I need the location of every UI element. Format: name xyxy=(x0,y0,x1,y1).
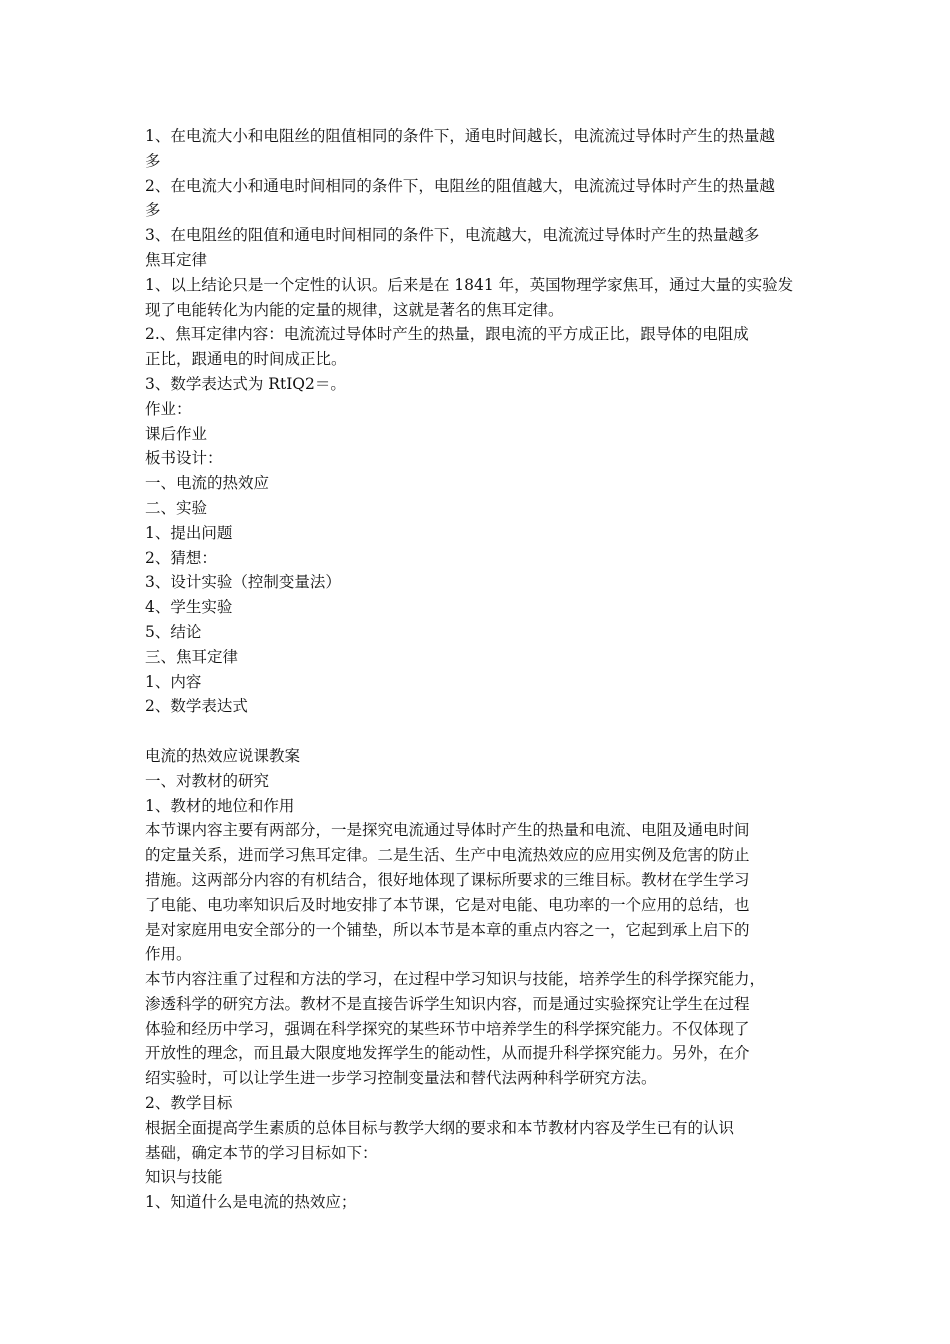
text-line: 2、教学目标 xyxy=(145,1094,233,1113)
text-line xyxy=(145,719,815,744)
text-line: 措施。这两部分内容的有机结合，很好地体现了课标所要求的三维目标。教材在学生学习 xyxy=(145,870,750,889)
text-line: 正比，跟通电的时间成正比。 xyxy=(145,350,347,369)
text-line: 本节课内容主要有两部分，一是探究电流通过导体时产生的热量和电流、电阻及通电时间 xyxy=(145,821,750,840)
text-line: 1、提出问题 xyxy=(145,523,233,542)
text-line: 多 xyxy=(145,151,161,170)
text-line: 多 xyxy=(145,201,161,220)
text-line: 一、对教材的研究 xyxy=(145,771,270,790)
text-line: 4、学生实验 xyxy=(145,598,233,617)
text-line: 板书设计： xyxy=(145,449,223,468)
text-line: 焦耳定律 xyxy=(145,250,208,269)
text-line: 2、在电流大小和通电时间相同的条件下，电阻丝的阻值越大，电流流过导体时产生的热量越 xyxy=(145,176,775,195)
text-line: 3、设计实验（控制变量法） xyxy=(145,573,341,592)
text-line: 1、以上结论只是一个定性的认识。后来是在 1841 年，英国物理学家焦耳，通过大量的实验发 xyxy=(145,275,794,294)
text-line: 3、在电阻丝的阻值和通电时间相同的条件下，电流越大，电流流过导体时产生的热量越多 xyxy=(145,226,760,245)
text-line: 体验和经历中学习，强调在科学探究的某些环节中培养学生的科学探究能力。不仅体现了 xyxy=(145,1019,750,1038)
text-line: 基础，确定本节的学习目标如下： xyxy=(145,1143,378,1162)
text-line: 本节内容注重了过程和方法的学习，在过程中学习知识与技能，培养学生的科学探究能力， xyxy=(145,970,766,989)
text-line: 开放性的理念，而且最大限度地发挥学生的能动性，从而提升科学探究能力。另外，在介 xyxy=(145,1044,750,1063)
text-line: 的定量关系，进而学习焦耳定律。二是生活、生产中电流热效应的应用实例及危害的防止 xyxy=(145,846,750,865)
text-line: 一、电流的热效应 xyxy=(145,474,270,493)
text-line: 作用。 xyxy=(145,945,192,964)
text-line: 2、猜想： xyxy=(145,548,217,567)
document-page xyxy=(145,124,815,1215)
text-line: 1、知道什么是电流的热效应； xyxy=(145,1193,357,1212)
text-line: 1、内容 xyxy=(145,672,202,691)
text-line: 电流的热效应说课教案 xyxy=(145,746,301,765)
text-line: 1、教材的地位和作用 xyxy=(145,796,295,815)
text-line: 5、结论 xyxy=(145,622,202,641)
text-line: 绍实验时，可以让学生进一步学习控制变量法和替代法两种科学研究方法。 xyxy=(145,1069,657,1088)
text-line: 根据全面提高学生素质的总体目标与教学大纲的要求和本节教材内容及学生已有的认识 xyxy=(145,1118,735,1137)
text-line: 渗透科学的研究方法。教材不是直接告诉学生知识内容，而是通过实验探究让学生在过程 xyxy=(145,994,750,1013)
text-line: 三、焦耳定律 xyxy=(145,647,239,666)
text-line: 现了电能转化为内能的定量的规律，这就是著名的焦耳定律。 xyxy=(145,300,564,319)
text-line: 课后作业 xyxy=(145,424,208,443)
text-line: 了电能、电功率知识后及时地安排了本节课，它是对电能、电功率的一个应用的总结，也 xyxy=(145,895,750,914)
text-line: 1、在电流大小和电阻丝的阻值相同的条件下，通电时间越长，电流流过导体时产生的热量越 xyxy=(145,127,775,145)
text-line: 2、数学表达式 xyxy=(145,697,248,716)
text-line: 二、实验 xyxy=(145,498,208,517)
text-line: 3、数学表达式为 RtIQ2＝。 xyxy=(145,374,346,393)
text-line: 作业： xyxy=(145,399,192,418)
text-line: 知识与技能 xyxy=(145,1168,223,1187)
text-line: 2.、焦耳定律内容：电流流过导体时产生的热量，跟电流的平方成正比，跟导体的电阻成 xyxy=(145,325,749,344)
text-line: 是对家庭用电安全部分的一个铺垫，所以本节是本章的重点内容之一，它起到承上启下的 xyxy=(145,920,750,939)
